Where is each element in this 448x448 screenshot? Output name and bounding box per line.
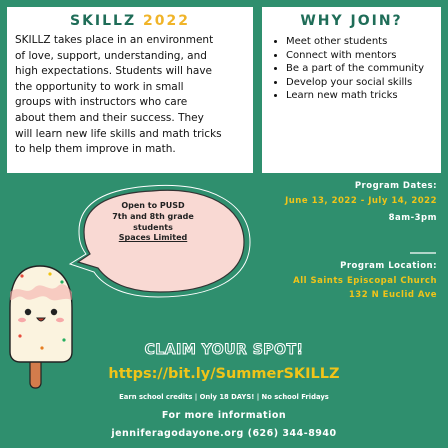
bubble-line-students: students: [133, 222, 173, 232]
skillz-line: the opportunity to work in small: [15, 80, 184, 93]
bubble-text: [97, 201, 209, 244]
popsicle-sprinkle: [48, 272, 51, 275]
popsicle-sprinkle: [60, 280, 63, 283]
popsicle-eye-left: [25, 309, 31, 315]
popsicle-sprinkle: [18, 334, 21, 337]
program-dates-value: June 13, 2022 - July 14, 2022: [285, 196, 437, 206]
popsicle-eye-right: [51, 309, 57, 315]
bubble-line-limited: Spaces Limited: [118, 233, 188, 243]
more-info-heading: For more information: [161, 410, 287, 421]
why-join-item: • Connect with mentors: [286, 49, 435, 63]
skillz-line: SKILLZ takes place in an environment: [15, 34, 214, 46]
skillz-line: high expectations. Students will have: [15, 65, 213, 78]
program-location-label: Program Location:: [340, 261, 437, 271]
popsicle-cheek-right: [56, 318, 64, 322]
skillz-line: to help them improve in math.: [15, 143, 176, 156]
skillz-line: about them and their success. They: [15, 111, 204, 124]
skillz-line: will learn new life skills and math tricks: [15, 127, 222, 140]
skillz-line: groups with instructors who care: [15, 96, 188, 109]
popsicle-sprinkle: [20, 274, 23, 277]
contact-info: jenniferagodayone.org (626) 344-8940: [111, 428, 337, 439]
why-join-item: • Meet other students: [286, 35, 435, 49]
why-join-item: • Develop your social skills: [286, 76, 435, 90]
why-join-title: WHY JOIN?: [300, 13, 403, 29]
popsicle-cheek-left: [18, 318, 26, 322]
why-join-item: • Be a part of the community: [286, 62, 435, 76]
bubble-line-grades: 7th and 8th grade: [112, 211, 194, 221]
program-dates-label: Program Dates:: [354, 181, 437, 191]
claim-your-spot-heading: CLAIM YOUR SPOT!: [144, 342, 304, 358]
program-notes: Earn school credits | Only 18 DAYS! | No school Fridays: [119, 393, 329, 401]
skillz-line: of love, support, understanding, and: [15, 49, 207, 62]
why-join-item: • Learn new math tricks: [286, 89, 435, 103]
skillz-title-year: 2022: [143, 13, 190, 29]
bubble-line-eligibility: Open to PUSD: [121, 201, 185, 210]
signup-link[interactable]: https://bit.ly/SummerSKILLZ: [108, 366, 340, 382]
program-location-name: All Saints Episcopal Church: [293, 276, 437, 286]
program-time-value: 8am-3pm: [388, 213, 437, 223]
program-location-address: 132 N Euclid Ave: [348, 290, 437, 300]
skillz-title-word: SKILLZ: [70, 13, 137, 29]
